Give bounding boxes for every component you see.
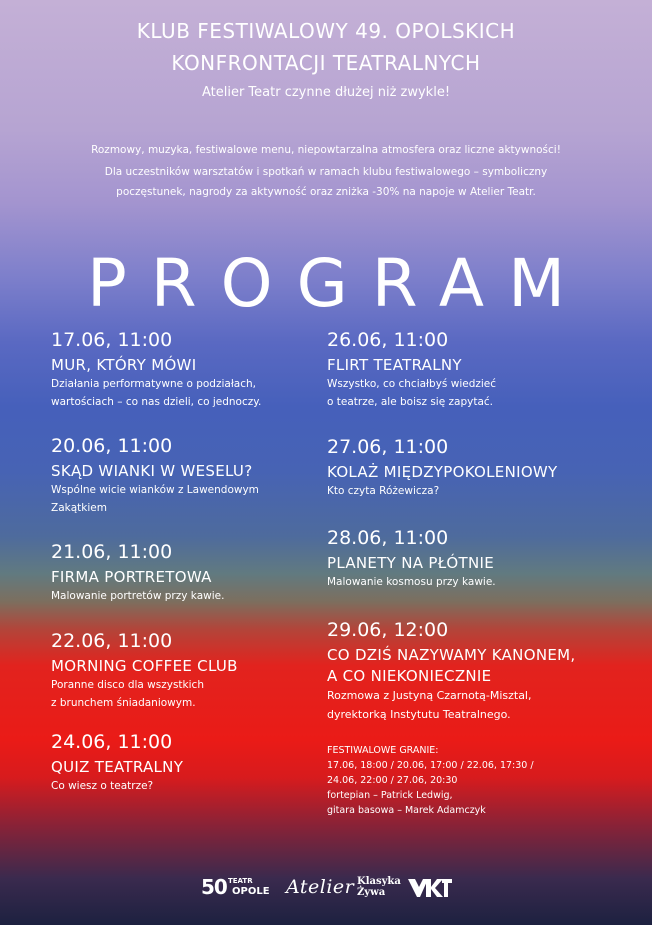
event-desc: z brunchem śniadaniowym. bbox=[51, 697, 196, 709]
header-title-line2: KONFRONTACJI TEATRALNYCH bbox=[171, 51, 481, 75]
event-desc: wartościach – co nas dzieli, co jednoczy. bbox=[51, 396, 262, 408]
festival-playing-heading: FESTIWALOWE GRANIE: bbox=[327, 745, 439, 756]
event-date: 20.06, 11:00 bbox=[51, 435, 173, 457]
header-title-line1: KLUB FESTIWALOWY 49. OPOLSKICH bbox=[136, 19, 516, 43]
event-card bbox=[327, 435, 617, 500]
event-date: 24.06, 11:00 bbox=[51, 731, 173, 753]
festival-playing-line: fortepian – Patrick Ledwig, bbox=[327, 790, 453, 801]
event-card bbox=[327, 618, 637, 724]
event-title-continued: A CO NIEKONIECZNIE bbox=[327, 667, 492, 685]
festival-playing bbox=[327, 743, 627, 818]
event-title: SKĄD WIANKI W WESELU? bbox=[51, 462, 253, 480]
event-date: 22.06, 11:00 bbox=[51, 630, 173, 652]
event-card bbox=[51, 540, 341, 605]
program-heading: PROGRAM bbox=[86, 245, 590, 322]
festival-playing-line: gitara basowa – Marek Adamczyk bbox=[327, 805, 486, 816]
teatr-logo-line2: OPOLE bbox=[232, 886, 270, 897]
teatr-logo-number: 50 bbox=[201, 875, 227, 899]
event-date: 27.06, 11:00 bbox=[327, 436, 449, 458]
event-date: 21.06, 11:00 bbox=[51, 541, 173, 563]
event-desc: Kto czyta Różewicza? bbox=[327, 485, 440, 497]
event-date: 29.06, 12:00 bbox=[327, 619, 449, 641]
event-date: 17.06, 11:00 bbox=[51, 329, 173, 351]
event-desc: Malowanie kosmosu przy kawie. bbox=[327, 576, 496, 588]
event-desc: Wspólne wicie wianków z Lawendowym bbox=[51, 484, 259, 496]
event-desc: dyrektorką Instytutu Teatralnego. bbox=[327, 708, 511, 721]
event-desc: Wszystko, co chciałbyś wiedzieć bbox=[327, 378, 497, 390]
event-title: FIRMA PORTRETOWA bbox=[51, 568, 212, 586]
klasyka-logo-line2: Żywa bbox=[357, 887, 386, 898]
event-title: KOLAŻ MIĘDZYPOKOLENIOWY bbox=[327, 463, 558, 481]
event-desc: Działania performatywne o podziałach, bbox=[51, 378, 257, 390]
event-title: CO DZIŚ NAZYWAMY KANONEM, bbox=[327, 646, 576, 664]
event-card bbox=[51, 629, 341, 712]
teatr-logo-line1: TEATR bbox=[228, 877, 253, 885]
festival-playing-line: 17.06, 18:00 / 20.06, 17:00 / 22.06, 17:30 / bbox=[327, 760, 534, 771]
event-desc: Zakątkiem bbox=[51, 502, 107, 514]
logos-row bbox=[0, 873, 652, 903]
event-card bbox=[51, 328, 341, 411]
event-title: QUIZ TEATRALNY bbox=[51, 758, 184, 776]
event-desc: Malowanie portretów przy kawie. bbox=[51, 590, 225, 602]
event-card bbox=[327, 526, 617, 591]
event-card bbox=[327, 328, 617, 411]
intro-line3: poczęstunek, nagrody za aktywność oraz zniżka -30% na napoje w Atelier Teatr. bbox=[116, 186, 536, 198]
header-subtitle: Atelier Teatr czynne dłużej niż zwykle! bbox=[201, 85, 451, 100]
klasyka-logo-line1: Klasyka bbox=[357, 876, 401, 887]
event-desc: Rozmowa z Justyną Czarnotą-Misztal, bbox=[327, 689, 532, 702]
event-date: 28.06, 11:00 bbox=[327, 527, 449, 549]
mkidn-logo-icon bbox=[407, 877, 453, 899]
event-desc: o teatrze, ale boisz się zapytać. bbox=[327, 396, 494, 408]
atelier-logo: Atelier bbox=[286, 876, 355, 898]
event-title: FLIRT TEATRALNY bbox=[327, 356, 462, 374]
event-card bbox=[51, 434, 341, 517]
event-desc: Poranne disco dla wszystkich bbox=[51, 679, 204, 691]
festival-playing-line: 24.06, 22:00 / 27.06, 20:30 bbox=[327, 775, 458, 786]
event-desc: Co wiesz o teatrze? bbox=[51, 780, 154, 792]
event-title: MORNING COFFEE CLUB bbox=[51, 657, 238, 675]
event-card bbox=[51, 730, 341, 795]
event-title: PLANETY NA PŁÓTNIE bbox=[327, 554, 495, 572]
event-date: 26.06, 11:00 bbox=[327, 329, 449, 351]
event-title: MUR, KTÓRY MÓWI bbox=[51, 356, 197, 374]
intro-line2: Dla uczestników warsztatów i spotkań w ramach klubu festiwalowego – symboliczny bbox=[104, 166, 548, 178]
intro-line1: Rozmowy, muzyka, festiwalowe menu, niepowtarzalna atmosfera oraz liczne aktywności! bbox=[91, 144, 561, 156]
